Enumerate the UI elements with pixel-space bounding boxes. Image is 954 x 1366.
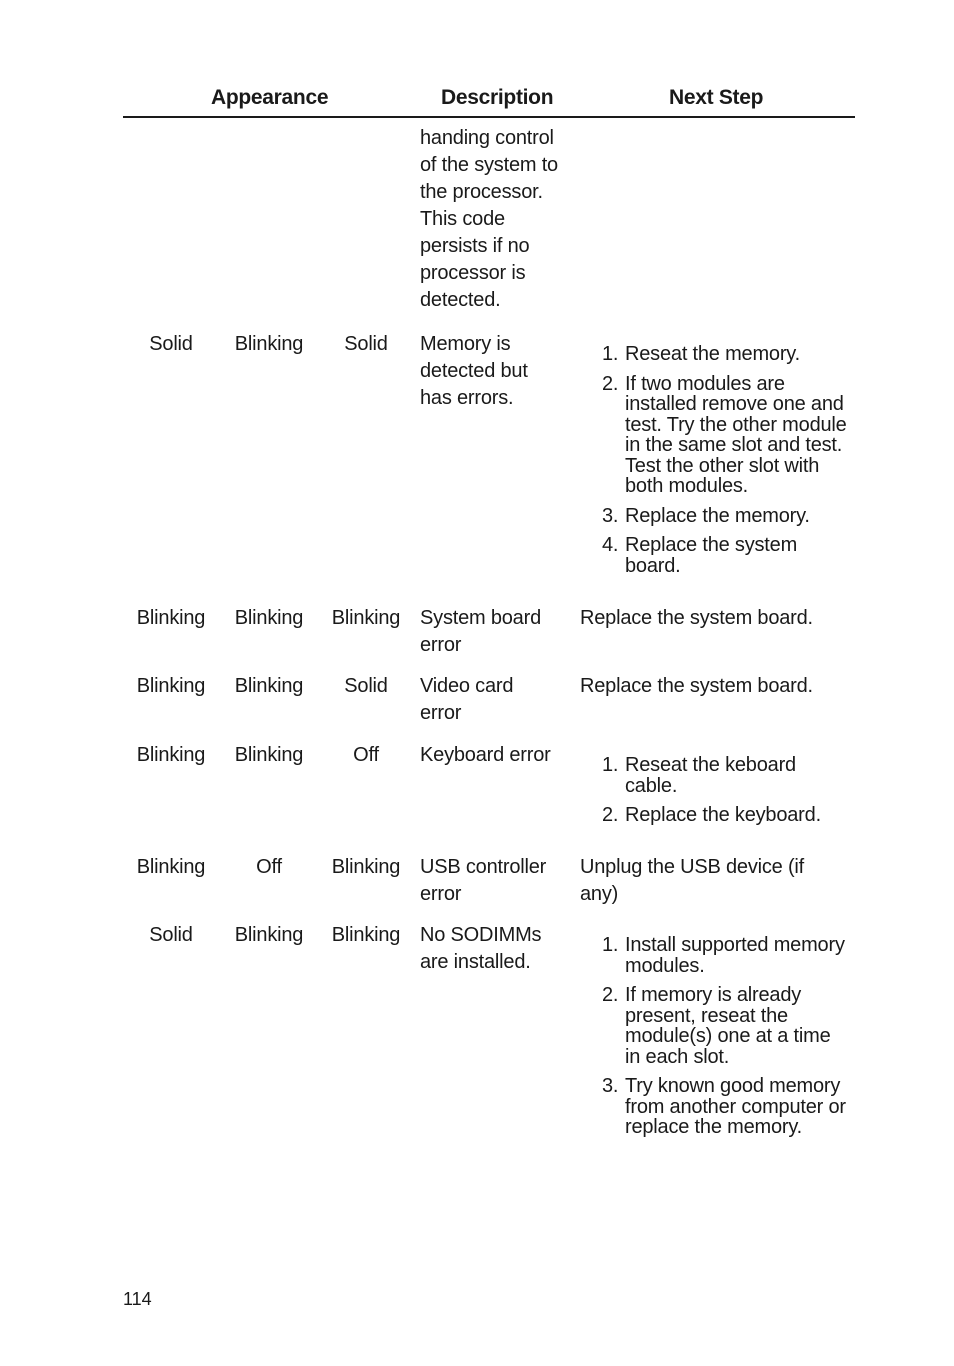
next-step-list bbox=[580, 935, 850, 1147]
row-led3: Solid bbox=[344, 675, 388, 697]
row-led1: Blinking bbox=[136, 607, 206, 629]
row-led2: Blinking bbox=[234, 924, 304, 946]
continued-description: handing control of the system to the processor. This code persists if no processor is detected. bbox=[420, 127, 558, 311]
row-led1: Solid bbox=[149, 333, 193, 355]
list-item: 2. If memory is already present, reseat the module(s) one at a time in each slot. bbox=[602, 984, 831, 1068]
list-item: 3. Replace the memory. bbox=[602, 504, 810, 527]
row-led1: Blinking bbox=[136, 675, 206, 697]
row-led3: Blinking bbox=[331, 924, 401, 946]
row-led2: Blinking bbox=[234, 607, 304, 629]
list-item: 1. Reseat the memory. bbox=[602, 343, 800, 365]
row-led2: Off bbox=[256, 856, 282, 878]
row-led2: Blinking bbox=[234, 333, 304, 355]
row-description: USB controller error bbox=[420, 856, 547, 905]
next-step: Replace the system board. bbox=[580, 675, 813, 697]
next-step: Replace the system board. bbox=[580, 607, 813, 629]
row-led3: Off bbox=[353, 744, 379, 766]
row-led1: Blinking bbox=[136, 744, 206, 766]
header-appearance: Appearance bbox=[211, 86, 329, 109]
header-rule bbox=[123, 116, 855, 118]
header-description: Description bbox=[441, 86, 554, 109]
next-step-list bbox=[580, 755, 850, 835]
list-item: 1. Reseat the keboard cable. bbox=[602, 754, 796, 797]
row-led3: Blinking bbox=[331, 856, 401, 878]
row-led2: Blinking bbox=[234, 675, 304, 697]
row-description: Memory is detected but has errors. bbox=[420, 333, 528, 409]
next-step-list bbox=[580, 344, 850, 585]
row-description: Video card error bbox=[420, 675, 514, 724]
list-item: 2. Replace the keyboard. bbox=[602, 804, 821, 826]
row-description: No SODIMMs are installed. bbox=[420, 924, 542, 973]
row-led1: Blinking bbox=[136, 856, 206, 878]
list-item: 4. Replace the system board. bbox=[602, 534, 798, 577]
row-description: System board error bbox=[420, 607, 541, 656]
page-number: 114 bbox=[123, 1289, 152, 1309]
row-led1: Solid bbox=[149, 924, 193, 946]
list-item: 3. Try known good memory from another computer or replace the memory. bbox=[602, 1075, 846, 1138]
list-item: 2. If two modules are installed remove one and test. Try the other module in the same slot and test. Test the other slot with both modules. bbox=[602, 372, 847, 497]
row-description: Keyboard error bbox=[420, 744, 551, 766]
row-led3: Solid bbox=[344, 333, 388, 355]
list-item: 1. Install supported memory modules. bbox=[602, 934, 845, 977]
row-led3: Blinking bbox=[331, 607, 401, 629]
next-step: Unplug the USB device (if any) bbox=[580, 856, 805, 905]
row-led2: Blinking bbox=[234, 744, 304, 766]
header-next-step: Next Step bbox=[669, 86, 764, 109]
